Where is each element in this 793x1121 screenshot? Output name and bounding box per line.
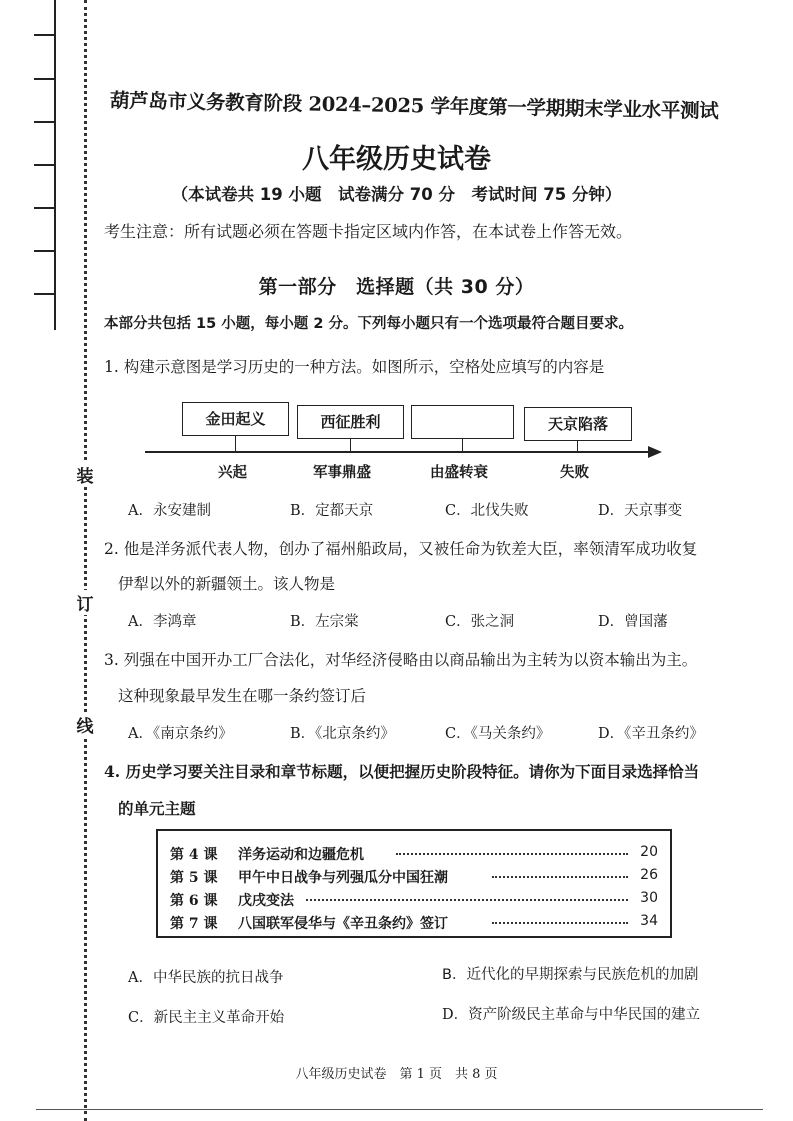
timeline-box-1: 金田起义 xyxy=(182,402,289,436)
q3-option-b: B．《北京条约》 xyxy=(290,726,395,742)
toc-title: 八国联军侵华与《辛丑条约》签订 xyxy=(238,916,448,932)
binding-char-ding: 订 xyxy=(72,590,98,615)
timeline-stage-1: 兴起 xyxy=(218,465,247,481)
subject-title: 八年级历史试卷 xyxy=(302,144,491,175)
toc-page: 26 xyxy=(640,867,658,883)
q1-option-b: B．定都天京 xyxy=(290,503,374,519)
binding-tick xyxy=(34,250,54,252)
timeline-arrow-icon xyxy=(648,446,662,458)
toc-page: 34 xyxy=(640,913,658,929)
timeline-stage-3: 由盛转衰 xyxy=(430,465,488,481)
toc-lesson: 第 7 课 xyxy=(170,916,218,932)
q1-option-d: D．天京事变 xyxy=(598,503,683,519)
q2-option-b: B．左宗棠 xyxy=(290,614,359,630)
q2-stem-line2: 伊犁以外的新疆领土。该人物是 xyxy=(118,575,336,593)
q4-option-d: D．资产阶级民主革命与中华民国的建立 xyxy=(442,1007,701,1023)
exam-info: （本试卷共 19 小题 试卷满分 70 分 考试时间 75 分钟） xyxy=(171,185,622,204)
binding-tick xyxy=(34,78,54,80)
toc-row xyxy=(170,867,658,889)
binding-tick xyxy=(34,121,54,123)
toc-lesson: 第 4 课 xyxy=(170,847,218,863)
q3-option-d: D．《辛丑条约》 xyxy=(598,726,704,742)
binding-char-zhuang: 装 xyxy=(72,462,98,487)
q3-option-c: C．《马关条约》 xyxy=(445,726,551,742)
toc-row xyxy=(170,890,658,912)
timeline-stem xyxy=(350,439,351,451)
q3-option-a: A．《南京条约》 xyxy=(128,726,233,742)
timeline-box-2: 西征胜利 xyxy=(297,405,404,439)
toc-leader xyxy=(492,876,628,878)
part1-instructions: 本部分共包括 15 小题，每小题 2 分。下列每小题只有一个选项最符合题目要求。 xyxy=(104,316,633,332)
toc-leader xyxy=(492,922,628,924)
timeline-stem xyxy=(577,441,578,451)
binding-tick xyxy=(34,34,54,36)
toc-title: 洋务运动和边疆危机 xyxy=(238,847,364,863)
timeline-stem xyxy=(462,439,463,451)
toc-row xyxy=(170,913,658,935)
q2-option-c: C．张之洞 xyxy=(445,614,515,630)
bottom-rule xyxy=(36,1109,763,1110)
candidate-notice: 考生注意：所有试题必须在答题卡指定区域内作答，在本试卷上作答无效。 xyxy=(104,222,633,241)
toc-leader xyxy=(306,899,628,901)
q4-option-b: B．近代化的早期探索与民族危机的加剧 xyxy=(442,967,699,983)
toc-page: 30 xyxy=(640,890,658,906)
timeline-axis xyxy=(145,451,653,453)
q2-option-d: D．曾国藩 xyxy=(598,614,668,630)
binding-tick xyxy=(34,207,54,209)
binding-char-xian: 线 xyxy=(72,712,98,737)
toc-title: 戊戌变法 xyxy=(238,893,294,909)
q1-option-a: A．永安建制 xyxy=(128,503,211,519)
q4-stem-line2: 的单元主题 xyxy=(118,799,196,818)
toc-row xyxy=(170,844,658,866)
q4-table-of-contents xyxy=(156,829,672,938)
toc-title: 甲午中日战争与列强瓜分中国狂潮 xyxy=(238,870,448,886)
exam-title: 葫芦岛市义务教育阶段 2024–2025 学年度第一学期期末学业水平测试 xyxy=(109,89,719,123)
q1-stem: 1. 构建示意图是学习历史的一种方法。如图所示，空格处应填写的内容是 xyxy=(104,358,605,376)
timeline-stage-4: 失败 xyxy=(560,465,589,481)
q4-stem-line1: 4. 历史学习要关注目录和章节标题，以便把握历史阶段特征。请你为下面目录选择恰当 xyxy=(104,762,700,781)
toc-page: 20 xyxy=(640,844,658,860)
timeline-box-4: 天京陷落 xyxy=(524,407,632,441)
q2-option-a: A．李鸿章 xyxy=(128,614,197,630)
toc-lesson: 第 5 课 xyxy=(170,870,218,886)
timeline-stem xyxy=(235,436,236,451)
toc-leader xyxy=(396,853,628,855)
toc-lesson: 第 6 课 xyxy=(170,893,218,909)
q2-stem-line1: 2. 他是洋务派代表人物，创办了福州船政局，又被任命为钦差大臣，率领清军成功收复 xyxy=(104,540,698,558)
timeline-box-blank xyxy=(411,405,514,439)
q1-option-c: C．北伐失败 xyxy=(445,503,529,519)
q4-option-a: A．中华民族的抗日战争 xyxy=(128,970,284,986)
page-footer: 八年级历史试卷 第 1 页 共 8 页 xyxy=(295,1067,498,1082)
part1-title: 第一部分 选择题（共 30 分） xyxy=(258,276,535,298)
q4-option-c: C．新民主主义革命开始 xyxy=(128,1010,285,1026)
q3-stem-line2: 这种现象最早发生在哪一条约签订后 xyxy=(118,687,367,705)
q3-stem-line1: 3. 列强在中国开办工厂合法化，对华经济侵略由以商品输出为主转为以资本输出为主。 xyxy=(104,651,698,669)
timeline-stage-2: 军事鼎盛 xyxy=(313,465,371,481)
